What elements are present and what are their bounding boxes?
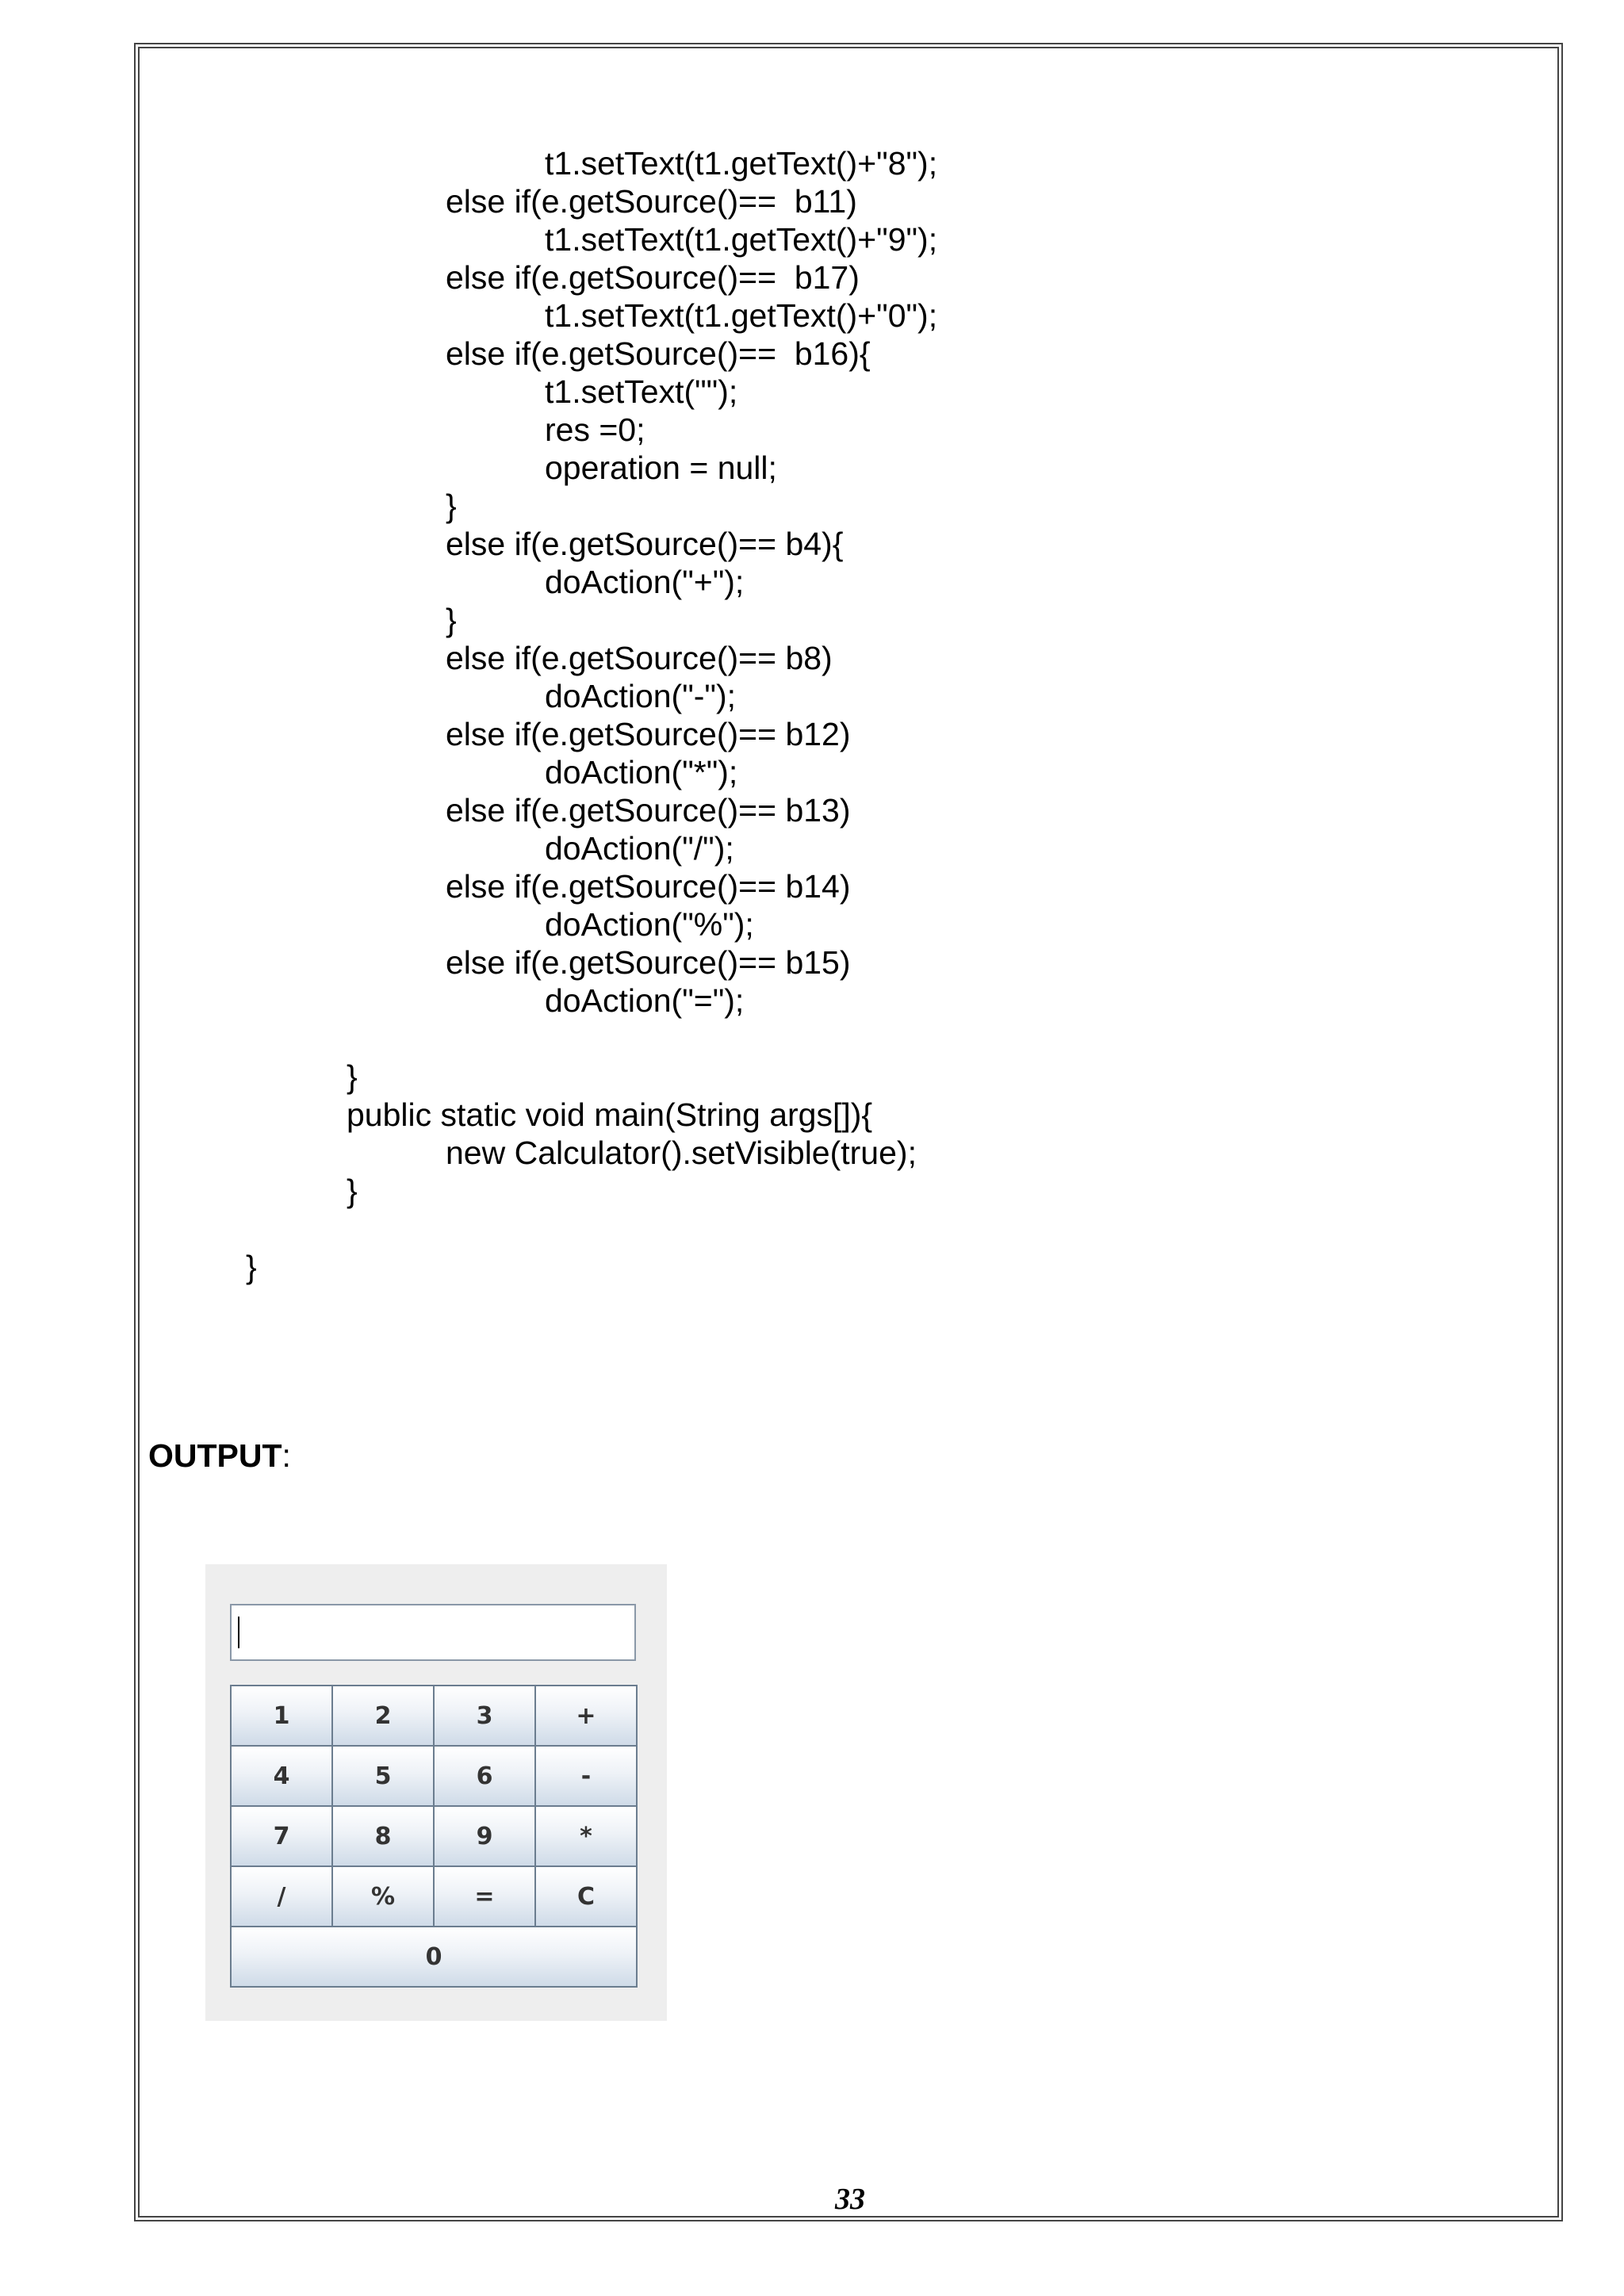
- output-colon: :: [282, 1437, 291, 1474]
- output-label: [148, 1437, 291, 1475]
- output-heading: OUTPUT: [148, 1437, 282, 1474]
- key-9-button[interactable]: 9: [433, 1805, 536, 1867]
- code-line: new Calculator().setVisible(true);: [446, 1135, 917, 1171]
- code-line: public static void main(String args[]){: [347, 1096, 873, 1133]
- key-1-button[interactable]: 1: [230, 1685, 333, 1747]
- code-line: }: [446, 488, 457, 524]
- code-line: doAction("=");: [545, 982, 745, 1019]
- code-line: t1.setText(t1.getText()+"8");: [545, 145, 938, 182]
- key-6-button[interactable]: 6: [433, 1745, 536, 1807]
- text-caret: [238, 1617, 239, 1648]
- code-line: else if(e.getSource()== b11): [446, 183, 857, 220]
- code-line: else if(e.getSource()== b14): [446, 868, 851, 905]
- page-number: 33: [835, 2183, 865, 2216]
- code-line: }: [246, 1249, 257, 1285]
- calculator-window: [205, 1564, 667, 2021]
- key-7-button[interactable]: 7: [230, 1805, 333, 1867]
- key-percent-button[interactable]: %: [331, 1866, 435, 1927]
- code-line: else if(e.getSource()== b15): [446, 944, 851, 981]
- key-plus-button[interactable]: +: [534, 1685, 638, 1747]
- code-line: else if(e.getSource()== b13): [446, 792, 851, 828]
- key-minus-button[interactable]: -: [534, 1745, 638, 1807]
- code-line: res =0;: [545, 411, 645, 448]
- code-line: }: [347, 1173, 358, 1209]
- code-line: t1.setText("");: [545, 373, 738, 410]
- code-line: doAction("%");: [545, 906, 754, 943]
- key-5-button[interactable]: 5: [331, 1745, 435, 1807]
- key-0-button[interactable]: 0: [230, 1926, 638, 1988]
- code-line: doAction("*");: [545, 754, 738, 790]
- key-2-button[interactable]: 2: [331, 1685, 435, 1747]
- key-clear-button[interactable]: C: [534, 1866, 638, 1927]
- code-line: }: [446, 602, 457, 638]
- code-line: else if(e.getSource()== b17): [446, 259, 860, 296]
- code-line: else if(e.getSource()== b8): [446, 640, 833, 676]
- key-multiply-button[interactable]: *: [534, 1805, 638, 1867]
- key-3-button[interactable]: 3: [433, 1685, 536, 1747]
- code-line: doAction("/");: [545, 830, 734, 867]
- code-line: else if(e.getSource()== b12): [446, 716, 851, 752]
- code-line: else if(e.getSource()== b4){: [446, 526, 844, 562]
- code-line: doAction("-");: [545, 678, 737, 714]
- key-divide-button[interactable]: /: [230, 1866, 333, 1927]
- code-line: t1.setText(t1.getText()+"9");: [545, 221, 938, 258]
- code-line: operation = null;: [545, 450, 777, 486]
- code-line: else if(e.getSource()== b16){: [446, 335, 871, 372]
- code-line: doAction("+");: [545, 564, 745, 600]
- key-4-button[interactable]: 4: [230, 1745, 333, 1807]
- key-equals-button[interactable]: =: [433, 1866, 536, 1927]
- code-line: }: [347, 1058, 358, 1095]
- calculator-display-field[interactable]: [230, 1604, 636, 1661]
- key-8-button[interactable]: 8: [331, 1805, 435, 1867]
- code-line: t1.setText(t1.getText()+"0");: [545, 297, 938, 334]
